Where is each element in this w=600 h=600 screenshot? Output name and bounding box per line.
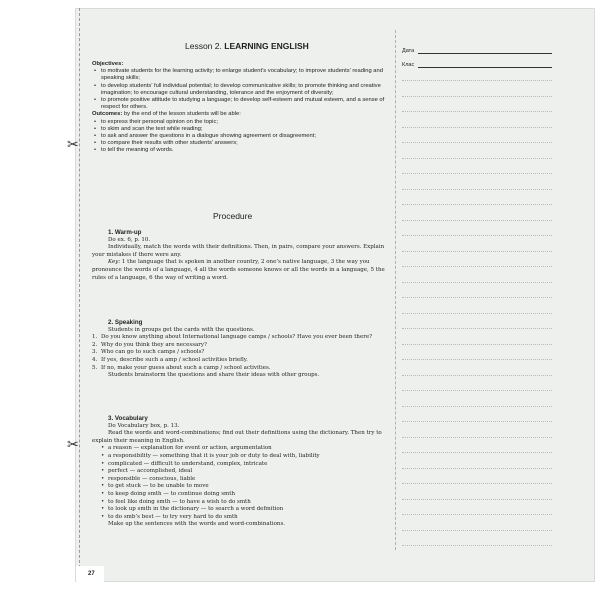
- note-rule: [402, 158, 552, 159]
- question-number: 2.: [92, 341, 98, 348]
- lesson-prefix: Lesson 2.: [185, 41, 222, 51]
- outcomes-line: [92, 111, 394, 118]
- date-line: [418, 47, 552, 54]
- note-rule: [402, 111, 552, 112]
- note-rule: [402, 359, 552, 360]
- vocabulary-section: [92, 415, 396, 529]
- question-number: 5.: [92, 364, 98, 371]
- vocab-item: • to feel like doing smth — to have a wish to do smth: [92, 499, 396, 507]
- class-line: [418, 61, 552, 68]
- note-rule: [402, 313, 552, 314]
- note-rule: [402, 282, 552, 283]
- outcome-item: • to ask and answer the questions in a dialogue showing agreement or disagreement;: [92, 133, 394, 140]
- question-text: Do you know anything about International language camps / schools? Have you ever been there?: [101, 334, 373, 341]
- class-label: Клас: [402, 62, 415, 68]
- vocab-item: • to do smb’s best — to try very hard to do smth: [92, 514, 396, 522]
- vocab-item: • a responsibility — something that it is your job or duty to deal with, liability: [92, 453, 396, 461]
- note-rule: [402, 297, 552, 298]
- note-rule: [402, 204, 552, 205]
- objective-item: • to develop students’ full individual potential; to develop communicative skills; to promote thinking and creative imagination; to encourage cultural understanding, tolerance and the enjoyment of diversity;: [92, 83, 394, 97]
- question-number: 3.: [92, 349, 98, 356]
- note-rule: [402, 452, 552, 453]
- speaking-heading: 2. Speaking: [108, 319, 143, 326]
- date-field[interactable]: [402, 43, 552, 54]
- warmup-instructions: Individually, match the words with their definitions. Then, in pairs, compare your answers. Explain your mistakes if there were any.: [92, 244, 385, 258]
- warmup-heading: 1. Warm-up: [108, 229, 142, 236]
- question-text: If no, make your guess about such a camp / school activities.: [101, 364, 271, 371]
- speaking-intro: Students in groups get the cards with the questions.: [108, 326, 255, 333]
- objectives-block: [92, 61, 394, 155]
- note-rule: [402, 390, 552, 391]
- vocabulary-heading: 3. Vocabulary: [108, 415, 148, 422]
- warmup-exercise: Do ex. 6, p. 10.: [108, 236, 151, 243]
- question-text: Why do you think they are necessary?: [101, 341, 207, 348]
- question-number: 1.: [92, 334, 98, 341]
- note-rule: [402, 328, 552, 329]
- note-rule: [402, 142, 552, 143]
- outcomes-heading: Outcomes:: [92, 111, 123, 118]
- question-item: [92, 357, 396, 365]
- question-text: Who can go to such camps / schools?: [101, 349, 205, 356]
- note-rule: [402, 189, 552, 190]
- note-rule: [402, 406, 552, 407]
- vocab-item: • perfect — accomplished, ideal: [92, 468, 396, 476]
- question-text: If yes, describe such a amp / school activities briefly.: [101, 356, 248, 363]
- speaking-section: [92, 319, 396, 380]
- warmup-section: [92, 229, 396, 282]
- date-label: Дата: [402, 48, 415, 54]
- vocab-item: • a reason — explanation for event or action, argumentation: [92, 445, 396, 453]
- cut-line: [79, 8, 80, 578]
- warmup-key: [92, 259, 396, 282]
- note-rule: [402, 421, 552, 422]
- note-rule: [402, 468, 552, 469]
- vocab-item: • responsible — conscious, liable: [92, 476, 396, 484]
- outcome-item: • to tell the meaning of words.: [92, 147, 394, 154]
- outcome-item: • to express their personal opinion on the topic;: [92, 119, 394, 126]
- outcome-item: • to compare their results with other students’ answers;: [92, 140, 394, 147]
- scissors-icon: ✂: [67, 136, 79, 152]
- outcomes-intro: by the end of the lesson students will be able:: [122, 111, 241, 118]
- note-rule: [402, 499, 552, 500]
- note-rule: [402, 220, 552, 221]
- speaking-outro: Students brainstorm the questions and share their ideas with other groups.: [108, 372, 320, 379]
- scissors-icon: ✂: [67, 436, 79, 452]
- question-number: 4.: [92, 356, 98, 363]
- objective-item: • to promote positive attitude to studying a language; to develop self-esteem and mutual esteem, and a sense of respect for others.: [92, 97, 394, 111]
- note-rule: [402, 483, 552, 484]
- note-rule: [402, 545, 552, 546]
- vocabulary-instructions: Read the words and word-combinations; find out their definitions using the dictionary. Then try to explain their meaning in English.: [92, 430, 382, 444]
- key-text: 1 the language that is spoken in another country, 2 one’s native language, 3 the way you pronounce the words of a language, 4 all the words someone knows or all the words in a language, 5 the rules of a language, 6 the way of writing a word.: [92, 259, 385, 281]
- vocab-item: • complicated — difficult to understand, complex, intricate: [92, 461, 396, 469]
- note-rule: [402, 437, 552, 438]
- note-rule: [402, 127, 552, 128]
- page-number: 27: [76, 566, 104, 582]
- objective-item: • to motivate students for the learning activity; to enlarge student’s vocabulary; to improve students’ reading and speaking skills;: [92, 68, 394, 82]
- notes-column: [402, 43, 552, 71]
- vocab-item: • to keep doing smth — to continue doing smth: [92, 491, 396, 499]
- question-item: [92, 349, 396, 357]
- note-rule: [402, 80, 552, 81]
- note-rule: [402, 96, 552, 97]
- note-rule: [402, 344, 552, 345]
- note-rule: [402, 530, 552, 531]
- question-item: [92, 342, 396, 350]
- note-rule: [402, 266, 552, 267]
- objectives-heading: Objectives:: [92, 61, 124, 67]
- objectives-list: [92, 68, 394, 111]
- note-rule: [402, 235, 552, 236]
- vocabulary-exercise: Do Vocabulary box, p. 13.: [108, 422, 180, 429]
- note-rule: [402, 375, 552, 376]
- outcome-item: • to skim and scan the text while reading;: [92, 126, 394, 133]
- key-label: Key:: [108, 259, 121, 266]
- lesson-title: [185, 41, 309, 51]
- note-rule: [402, 514, 552, 515]
- class-field[interactable]: [402, 57, 552, 68]
- vocab-item: • to look up smth in the dictionary — to search a word definition: [92, 506, 396, 514]
- outcomes-list: [92, 119, 394, 155]
- vocabulary-outro: Make up the sentences with the words and word-combinations.: [108, 521, 286, 528]
- procedure-title: Procedure: [213, 211, 253, 221]
- question-item: [92, 365, 396, 373]
- question-item: [92, 334, 396, 342]
- vocab-item: • to get stuck — to be unable to move: [92, 483, 396, 491]
- lesson-name: LEARNING ENGLISH: [224, 41, 309, 51]
- note-rule: [402, 251, 552, 252]
- note-rule: [402, 173, 552, 174]
